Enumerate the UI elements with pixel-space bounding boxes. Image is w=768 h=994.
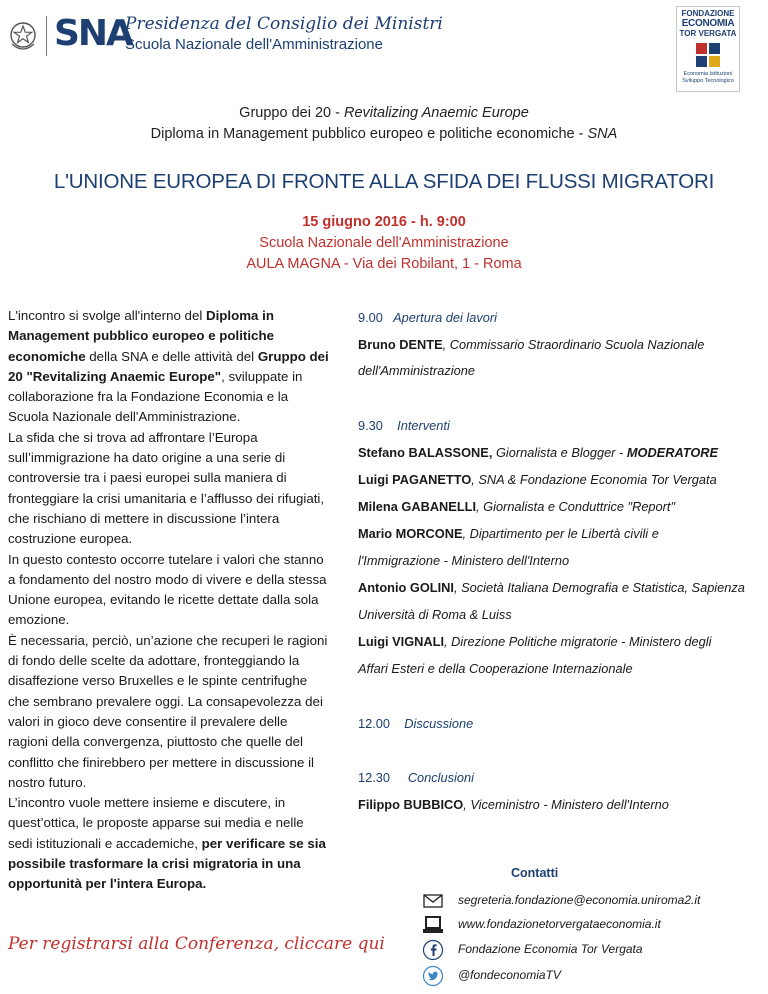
paragraph-3: In questo contesto occorre tutelare i valori che stanno a fondamento del nostro modo di vivere e della stessa Unione europea, evitando le ricette dettate dalla sola emozione. — [8, 551, 327, 628]
speaker-vignali: Luigi VIGNALI, Direzione Politiche migratorie - Ministero degli — [358, 634, 712, 649]
program-conclusions: 12.30 Conclusioni — [358, 770, 474, 785]
contact-facebook — [418, 939, 748, 961]
program-opening: 9.00 Apertura dei lavori — [358, 310, 497, 325]
contact-email-text[interactable]: segreteria.fondazione@economia.uniroma2.it — [458, 893, 701, 907]
contact-twitter — [418, 965, 748, 987]
speaker-dente-cont: dell'Amministrazione — [358, 363, 475, 378]
event-venue: Scuola Nazionale dell'Amministrazione — [259, 235, 509, 251]
program-discussion: 12.00 Discussione — [358, 716, 474, 731]
intro-block — [0, 103, 768, 145]
twitter-icon — [422, 965, 444, 987]
presidency-name: Presidenza del Consiglio dei Ministri — [125, 14, 443, 34]
school-name: Scuola Nazionale dell'Amministrazione — [125, 36, 383, 53]
italian-republic-emblem-icon — [8, 18, 38, 52]
sna-logo: SNA — [54, 13, 132, 54]
paragraph-4: È necessaria, perciò, un’azione che recuperi le ragioni di fondo delle scelte da adottare, fronteggiando la disaffezione verso Bruxelles e le spinte centrifughe che sembrano prevalere oggi. La consapevolezza dei valori in gioco deve consentire il prevalere delle ragioni della convergenza, piuttosto che quelle del conflitto che finirebbero per mettere in discussione il nostro futuro. — [8, 632, 328, 790]
speaker-golini: Antonio GOLINI, Società Italiana Demografia e Statistica, Sapienza — [358, 580, 745, 595]
page-title: L'UNIONE EUROPEA DI FRONTE ALLA SFIDA DEI FLUSSI MIGRATORI — [53, 170, 715, 193]
page-header — [0, 0, 768, 100]
paragraph-1: L'incontro si svolge all'interno del Diploma in Management pubblico europeo e politiche economiche della SNA e delle attività del Gruppo dei 20 "Revitalizing Anaemic Europe", sviluppate in collaborazione fra la Fondazione Economia e la Scuola Nazionale dell'Amministrazione. — [8, 308, 329, 425]
intro-line-2: Diploma in Management pubblico europeo e politiche economiche - SNA — [150, 126, 618, 142]
speaker-morcone: Mario MORCONE, Dipartimento per le Libertà civili e — [358, 526, 659, 541]
speaker-balassone: Stefano BALASSONE, Giornalista e Blogger - MODERATORE — [358, 445, 719, 460]
event-info — [0, 212, 768, 275]
speaker-golini-cont: Università di Roma & Luiss — [358, 607, 512, 622]
partner-mark-icon — [695, 42, 721, 68]
intro-line-1: Gruppo dei 20 - Revitalizing Anaemic Europe — [239, 105, 529, 121]
envelope-icon — [422, 890, 444, 912]
paragraph-5: L’incontro vuole mettere insieme e discutere, in quest’ottica, le proposte apparse sui media e nelle sedi istituzionali e accademiche, per verificare se sia possibile trasformare la crisi migratoria in una opportunità per l'intera Europa. — [8, 795, 326, 892]
fondazione-economia-logo: FONDAZIONE ECONOMIA TOR VERGATA Economia Istituzioni Sviluppo Tecnologico — [676, 6, 740, 92]
contact-website-text[interactable]: www.fondazionetorvergataeconomia.it — [458, 917, 661, 931]
speaker-dente: Bruno DENTE, Commissario Straordinario Scuola Nazionale — [358, 337, 705, 352]
speaker-bubbico: Filippo BUBBICO, Viceministro - Ministero dell'Interno — [358, 797, 669, 812]
program-talks: 9.30 Interventi — [358, 418, 450, 433]
speaker-vignali-cont: Affari Esteri e della Cooperazione Internazionale — [358, 661, 633, 676]
laptop-icon — [422, 914, 444, 936]
facebook-icon — [422, 939, 444, 961]
speaker-paganetto: Luigi PAGANETTO, SNA & Fondazione Economia Tor Vergata — [358, 472, 717, 487]
contact-email — [418, 890, 748, 912]
speaker-morcone-cont: l'Immigrazione - Ministero dell'Interno — [358, 553, 570, 568]
paragraph-2: La sfida che si trova ad affrontare l’Europa sull’immigrazione ha dato origine a una serie di controversie tra i paesi europei sulla maniera di fronteggiare la crisi umanitaria e l’afflusso dei rifugiati, che rischiano di mettere in discussione l’intera costruzione europea. — [8, 429, 325, 547]
contact-facebook-text[interactable]: Fondazione Economia Tor Vergata — [458, 942, 643, 956]
header-divider — [46, 16, 47, 56]
contacts-title: Contatti — [511, 866, 559, 880]
register-link[interactable]: Per registrarsi alla Conferenza, cliccare qui — [8, 934, 385, 954]
event-date: 15 giugno 2016 - h. 9:00 — [302, 214, 466, 230]
event-room: AULA MAGNA - Via dei Robilant, 1 - Roma — [246, 256, 522, 272]
contact-website — [418, 914, 748, 936]
contact-twitter-text[interactable]: @fondeconomiaTV — [458, 968, 561, 982]
description-column — [8, 306, 330, 895]
speaker-gabanelli: Milena GABANELLI, Giornalista e Conduttrice "Report" — [358, 499, 676, 514]
